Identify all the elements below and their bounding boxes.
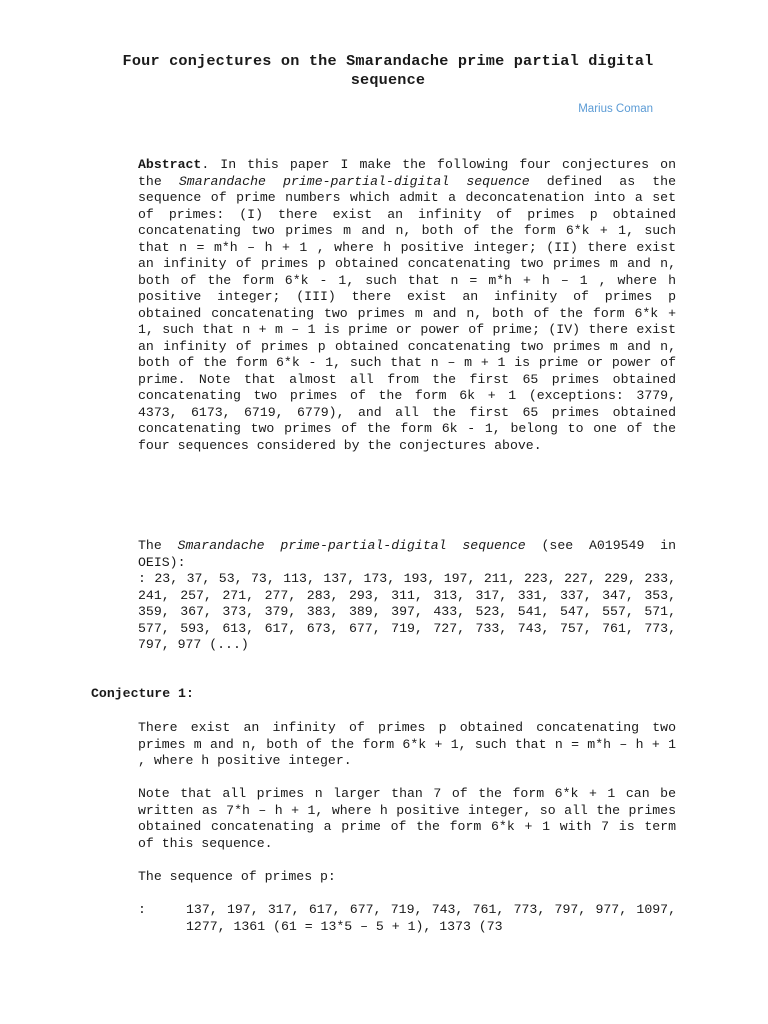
sequence-paragraph (138, 538, 676, 654)
conjecture-1-sequence (138, 902, 676, 935)
conjecture-1-heading: Conjecture 1: (91, 686, 194, 701)
conjecture-1-statement: There exist an infinity of primes p obtained concatenating two primes m and n, both of the form 6*k + 1, such that n = m*h – h + 1 , where h positive integer. (138, 720, 676, 768)
sequence-colon: : (138, 902, 146, 917)
sequence-intro-term: Smarandache prime-partial-digital sequence (177, 538, 526, 553)
abstract-intro: . In this paper I make the following four conjectures on the (138, 157, 676, 189)
conjecture-1-note: Note that all primes n larger than 7 of the form 6*k + 1 can be written as 7*h – h + 1, where h positive integer, so all the primes obtained concatenating a prime of the form 6*k + 1 with 7 is term of this sequence. (138, 786, 676, 851)
abstract-label: Abstract (138, 157, 202, 172)
abstract-text: defined as the sequence of prime numbers which admit a deconcatenation into a set of primes: (I) there exist an infinity of primes p obtained concatenating two primes m and n, both of the form 6*k + 1, such that n = m*h – h + 1 , where h positive integer; (II) there exist an infinity of primes p obtained concatenating two primes m and n, both of the form 6*k - 1, such that n = m*h + h – 1 , where h positive integer; (III) there exist an infinity of primes p obtained concatenating two primes m and n, both of the form 6*k + 1, such that n + m – 1 is prime or power of prime; (IV) there exist an infinity of primes p obtained concatenating two primes m and n, both of the form 6*k - 1, such that n – m + 1 is prime or power of prime. Note that almost all from the first 65 primes obtained concatenating two primes of the form 6k + 1 (exceptions: 3779, 4373, 6173, 6719, 6779), and all the first 65 primes obtained concatenating two primes of the form 6k - 1, belong to one of the four sequences considered by the conjectures above. (138, 173, 676, 453)
paper-title: Four conjectures on the Smarandache prime partial digital sequence (122, 52, 654, 89)
abstract-term: Smarandache prime-partial-digital sequence (178, 173, 530, 189)
sequence-intro-after: (see A019549 in OEIS): (138, 538, 676, 570)
sequence-label: The sequence of primes p: (138, 869, 336, 884)
author-name[interactable]: Marius Coman (578, 103, 653, 115)
sequence-intro-before: The (138, 538, 178, 553)
conjecture-1-sequence-values: 137, 197, 317, 617, 677, 719, 743, 761, 773, 797, 977, 1097, 1277, 1361 (61 = 13*5 – 5 + 1), 1373 (73 (186, 902, 676, 934)
sequence-values: : 23, 37, 53, 73, 113, 137, 173, 193, 197, 211, 223, 227, 229, 233, 241, 257, 271, 277, 283, 293, 311, 313, 317, 331, 337, 347, 353, 359, 367, 373, 379, 383, 389, 397, 433, 523, 541, 547, 557, 571, 577, 593, 613, 617, 673, 677, 719, 727, 733, 743, 757, 761, 773, 797, 977 (...) (138, 571, 676, 652)
abstract-paragraph (138, 157, 676, 454)
